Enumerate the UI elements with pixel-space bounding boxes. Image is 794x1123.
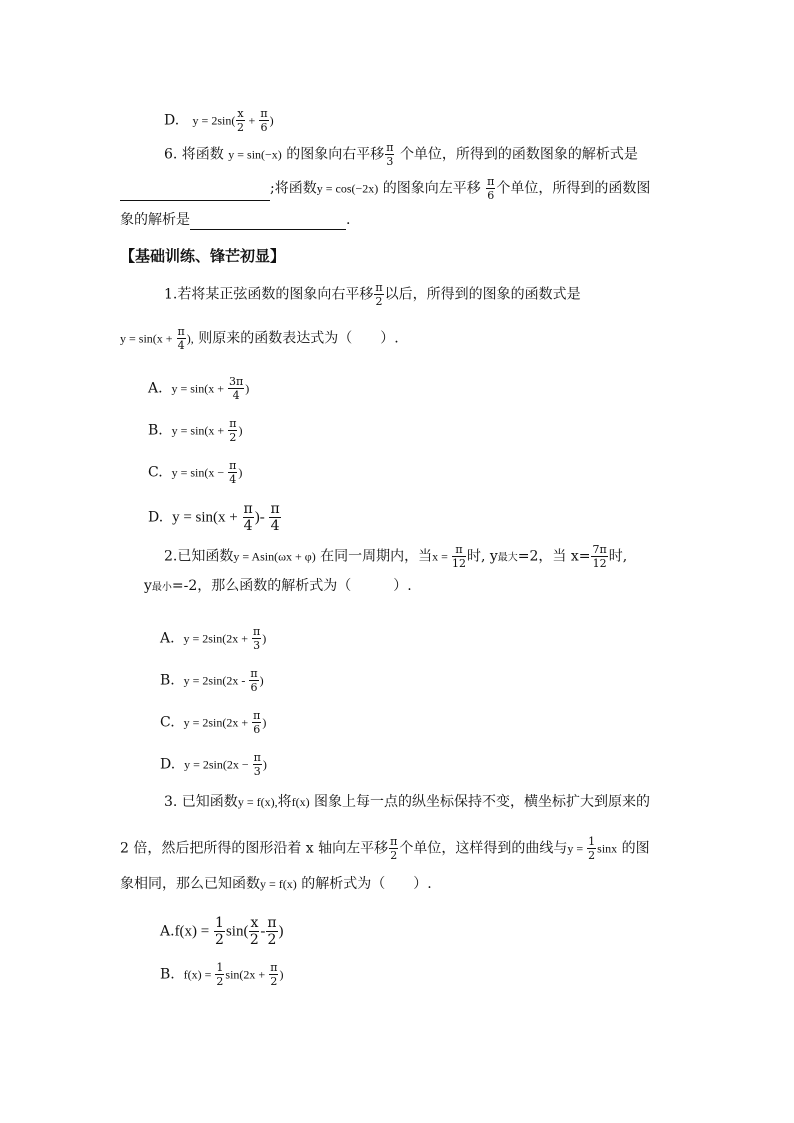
text-segment: 1.若将某正弦函数的图象向右平移 — [164, 286, 374, 303]
fraction-numerator: π — [229, 459, 237, 472]
fraction-denominator: 2 — [236, 121, 244, 134]
math-expression: ) — [262, 757, 267, 772]
text-segment: 将函数 — [274, 180, 317, 197]
fraction-numerator: π — [270, 961, 278, 974]
fraction-numerator: π — [253, 625, 261, 638]
math-expression: ) — [278, 923, 284, 940]
fraction-numerator: π — [260, 107, 268, 120]
q2-option-c[interactable] — [160, 710, 266, 735]
math-expression: ) — [262, 631, 267, 646]
fraction-numerator: 1 — [215, 915, 224, 931]
text-segment: 图象上每一点的纵坐标保持不变，横坐标扩大到原来的 — [314, 794, 651, 810]
fraction-numerator: π — [253, 709, 261, 722]
math-expression: y = cos(−2x) — [316, 181, 379, 196]
math-expression: x = — [432, 549, 451, 564]
math-expression: y = 2sin(2x + — [183, 715, 252, 730]
fraction-denominator: 6 — [250, 681, 258, 694]
fraction-denominator: 4 — [270, 518, 280, 534]
text-segment: 2.已知函数 — [164, 548, 234, 565]
fraction-numerator: π — [243, 501, 253, 517]
fraction-denominator: 4 — [177, 339, 185, 352]
fraction-denominator: 2 — [588, 849, 596, 862]
math-expression: - — [260, 923, 266, 940]
fraction-numerator: 1 — [216, 961, 224, 974]
text-segment: 个单位，所得到的函数图 — [496, 180, 651, 197]
math-expression: f(x) — [291, 795, 310, 809]
text-segment: A. — [160, 923, 175, 940]
math-expression: sinx — [597, 841, 618, 856]
fraction — [269, 962, 278, 987]
text-segment: =2，当 x= — [517, 548, 591, 565]
answer-blank[interactable] — [190, 215, 346, 230]
answer-blank[interactable] — [120, 186, 270, 201]
math-expression: y = sin(x + — [171, 423, 228, 438]
fraction-numerator: π — [177, 325, 185, 338]
text-segment: A. — [160, 630, 175, 647]
fraction-numerator: π — [267, 915, 277, 931]
math-expression: y = — [567, 841, 587, 856]
fraction — [252, 710, 261, 735]
q3-option-b[interactable] — [160, 962, 283, 987]
fraction — [253, 752, 262, 777]
fraction — [252, 626, 261, 651]
question-1-line-2 — [120, 326, 399, 351]
fraction-numerator: x — [237, 107, 244, 120]
fraction-numerator: π — [452, 544, 466, 557]
text-segment: B. — [160, 966, 175, 983]
text-segment: D. — [164, 112, 180, 129]
question-6-line-2 — [120, 176, 650, 201]
text-segment: 则原来的函数表达式为（ ）. — [198, 330, 399, 347]
math-expression: y = 2sin(2x + — [183, 631, 252, 646]
question-2-line-1 — [164, 544, 627, 569]
fraction — [177, 326, 186, 351]
math-expression: f(x) = — [174, 923, 214, 940]
math-expression: y = sin(−x) — [228, 147, 282, 162]
fraction — [452, 544, 466, 569]
math-expression: y = 2sin(2x - — [183, 673, 249, 688]
fraction — [389, 836, 398, 861]
fraction-numerator: x — [250, 915, 259, 931]
math-expression: ) — [259, 673, 264, 688]
text-segment: C. — [148, 464, 163, 481]
question-2-line-2 — [144, 576, 412, 598]
math-expression: y = 2sin(2x − — [184, 757, 252, 772]
question-6-line-3 — [120, 210, 350, 230]
math-expression: y = sin(x + — [171, 381, 228, 396]
math-expression: ) — [279, 967, 284, 982]
fraction — [587, 836, 596, 861]
math-expression: ), — [186, 331, 194, 346]
text-segment: 个单位，这样得到的曲线与 — [399, 840, 568, 857]
fraction — [486, 176, 495, 201]
question-3-line-2 — [120, 836, 650, 861]
fraction — [591, 544, 607, 569]
text-segment: A. — [148, 380, 163, 397]
fraction — [374, 282, 383, 307]
subscript-text: 最小 — [151, 582, 172, 593]
q1-option-a[interactable] — [148, 376, 249, 401]
text-segment: 的图 — [621, 840, 650, 857]
q2-option-d[interactable] — [160, 752, 267, 777]
math-expression: y = f(x) — [260, 877, 297, 891]
text-segment: 以后，所得到的图象的函数式是 — [384, 286, 581, 303]
fraction-numerator: 3π — [229, 375, 244, 388]
text-segment: 的图象向左平移 — [382, 180, 481, 197]
text-segment: 时, y — [466, 548, 498, 565]
text-segment: ; — [270, 180, 275, 197]
math-expression: y = sin(x + — [172, 509, 242, 526]
fraction-numerator: 7π — [592, 543, 607, 556]
math-expression: ) — [262, 715, 267, 730]
fraction — [249, 668, 258, 693]
text-segment: C. — [160, 714, 175, 731]
q3-option-a[interactable] — [160, 916, 284, 947]
fraction-denominator: 3 — [253, 639, 261, 652]
fraction-denominator: 4 — [243, 518, 253, 534]
math-expression: y = f(x), — [237, 795, 278, 809]
fraction — [228, 376, 244, 401]
math-expression: y = Asin(ωx + φ) — [233, 549, 316, 564]
text-segment: D. — [160, 756, 176, 773]
fraction-denominator: 6 — [253, 723, 261, 736]
fraction-denominator: 2 — [215, 932, 224, 948]
fraction — [249, 916, 259, 947]
fraction — [243, 502, 254, 533]
text-segment: 的图象向右平移 — [286, 146, 385, 163]
text-segment: 2 倍，然后把所得的图形沿着 x 轴向左平移 — [120, 840, 389, 857]
fraction-numerator: π — [253, 751, 261, 764]
fraction — [228, 418, 237, 443]
text-segment: 在同一周期内，当 — [320, 548, 433, 565]
section-heading: 【基础训练、锋芒初显】 — [120, 247, 286, 265]
math-expression: )- — [254, 509, 269, 526]
fraction — [259, 108, 268, 133]
fraction-denominator: 6 — [487, 189, 495, 202]
question-3-line-3 — [120, 874, 432, 894]
fraction-numerator: π — [375, 281, 383, 294]
fraction — [228, 460, 237, 485]
text-segment: 时, — [608, 548, 628, 565]
fraction-denominator: 2 — [390, 849, 398, 862]
fraction-denominator: 3 — [253, 765, 261, 778]
text-segment: 将 — [277, 794, 292, 810]
fraction-denominator: 12 — [592, 557, 607, 570]
fraction-denominator: 2 — [249, 932, 259, 948]
math-expression: sin(2x + — [225, 967, 269, 982]
fraction-denominator: 2 — [229, 431, 237, 444]
math-expression: ) — [238, 423, 243, 438]
q1-option-b[interactable] — [148, 418, 242, 443]
question-1-line-1 — [164, 282, 581, 307]
text-segment: 象的解析是 — [120, 212, 190, 228]
q1-option-c[interactable] — [148, 460, 242, 485]
q1-option-d[interactable] — [148, 502, 282, 533]
fraction-numerator: π — [229, 417, 237, 430]
math-expression: ) — [269, 113, 274, 128]
text-segment: 象相同，那么已知函数 — [120, 876, 260, 892]
text-segment: 6. 将函数 — [164, 146, 224, 163]
question-6-line-1 — [164, 142, 638, 167]
option-d-previous — [164, 108, 274, 133]
fraction-numerator: π — [386, 141, 394, 154]
math-expression: f(x) = — [183, 967, 215, 982]
text-segment: . — [346, 212, 351, 228]
fraction-numerator: π — [270, 501, 280, 517]
fraction-denominator: 2 — [375, 295, 383, 308]
text-segment: B. — [148, 422, 163, 439]
text-segment: B. — [160, 672, 175, 689]
fraction-numerator: π — [390, 835, 398, 848]
text-segment: D. — [148, 509, 164, 526]
text-segment: 的解析式为（ ）. — [301, 876, 432, 892]
fraction — [236, 108, 244, 133]
fraction — [385, 142, 394, 167]
text-segment: 个单位，所得到的函数图象的解析式是 — [399, 146, 638, 163]
fraction-denominator: 2 — [216, 975, 224, 988]
fraction-denominator: 3 — [386, 155, 394, 168]
fraction-denominator: 2 — [270, 975, 278, 988]
text-segment: =-2，那么函数的解析式为（ ）. — [171, 578, 412, 594]
fraction-denominator: 4 — [232, 389, 240, 402]
fraction-numerator: 1 — [588, 835, 596, 848]
math-expression: + — [245, 113, 259, 128]
fraction-numerator: π — [250, 667, 258, 680]
fraction-denominator: 4 — [229, 473, 237, 486]
question-3-line-1 — [164, 792, 650, 812]
math-expression: ) — [238, 465, 243, 480]
fraction-denominator: 6 — [260, 121, 268, 134]
fraction-denominator: 2 — [267, 932, 277, 948]
math-expression: y = 2sin( — [192, 113, 236, 128]
q2-option-a[interactable] — [160, 626, 266, 651]
text-segment: y — [144, 578, 152, 594]
q2-option-b[interactable] — [160, 668, 264, 693]
math-expression: y = sin(x − — [171, 465, 228, 480]
fraction — [214, 916, 225, 947]
fraction — [269, 502, 280, 533]
fraction — [215, 962, 224, 987]
math-expression: ) — [245, 381, 250, 396]
fraction-numerator: π — [487, 175, 495, 188]
fraction-denominator: 12 — [451, 557, 466, 570]
math-expression: y = sin(x + — [120, 331, 176, 346]
subscript-text: 最大 — [497, 552, 518, 564]
math-expression: sin( — [225, 923, 249, 940]
text-segment: 3. 已知函数 — [164, 794, 238, 810]
fraction — [266, 916, 277, 947]
